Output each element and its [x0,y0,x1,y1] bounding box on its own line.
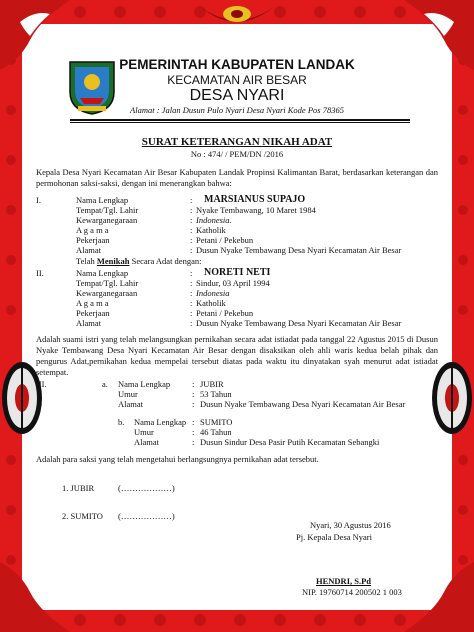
header-rule [70,122,410,123]
letter-page: PEMERINTAH KABUPATEN LANDAK KECAMATAN AIR BESAR DESA NYARI Alamat : Jalan Dusun Pulo Nyari Desa Nyari Kode Pos 78365 SURAT KETERANGAN NIKAH ADAT No : 474/ / PEM/DN /2016 Kepala Desa Nyari Kecamatan Air Besar Kabupaten Landak Propinsi Kalimantan Barat, berdasarkan keterangan dan permohonan saksi-saksi, dengan ini menerangkan bahwa: I. Nama Lengkap Tempat/Tgl. Lahir Kewarganegaraan A g a m a Pekerjaan Alamat : : : : : : MARSIANUS SUPAJO Nyake Tembawang, 10 Maret 1984 Indonesia. Katholik Petani / Pekebun Dusun Nyake Tembawang Desa Nyari Kecamatan Air Besar Telah Menikah Secara Adat dengan: II. Nama Lengkap Tempat/Tgl. Lahir Kewarganegaraan A g a m a Pekerjaan Alamat : : : : : : NORETI NETI Sindur, 03 April 1994 Indonesia Katholik Petani / Pekebun Dusun Nyake Tembawang Desa Nyari Kecamatan Air Besar Adalah suami istri yang telah melangsungkan pernikahan secara adat istiadat pada tanggal 22 Agustus 2015 di Dusun Nyake Tembawang Desa Nyari Kecamatan Air Besar dengan disaksikan oleh ahli waris kedua belah pihak dan pengurus Adat,pernikahan kedua mempelai tersebut diatas pada waktu itu dinyatakan syah menurut adat istiadat setempat. III. a. Nama Lengkap Umur Alamat : : : JUBIR 53 Tahun Dusun Nyake Tembawang Desa Nyari Kecamatan Air Besar b. Nama Lengkap Umur Alamat : : : SUMITO 46 Tahun Dusun Sindur Desa Pasir Putih Kecamatan Sebangki Adalah para saksi yang telah mengetahui berlangsungnya pernikahan adat tersebut. 1. JUBIR (………………) 2. SUMITO (………………) Nyari, 30 Agustus 2016 Pj. Kepala Desa Nyari HENDRI, S.Pd NIP. 19760714 200502 1 003 [0,0,474,632]
signature-line-1: 1. JUBIR [62,483,95,493]
field-label: Kewarganegaraan [76,288,138,298]
field-value: Dusun Sindur Desa Pasir Putih Kecamatan Sebangki [200,437,380,447]
section-number: I. [36,195,41,205]
section-number: II. [36,268,44,278]
header-government: PEMERINTAH KABUPATEN LANDAK [119,57,355,72]
field-value: 53 Tahun [200,389,232,399]
letter-number: No : 474/ / PEM/DN /2016 [190,149,284,159]
field-label: Tempat/Tgl. Lahir [76,278,139,288]
field-label: Umur [134,427,154,437]
field-value: 46 Tahun [200,427,232,437]
field-label: Pekerjaan [76,308,110,318]
signature-dots: (………………) [118,511,175,521]
field-label: Kewarganegaraan [76,215,138,225]
field-label: Tempat/Tgl. Lahir [76,205,139,215]
field-value: Indonesia [196,288,230,298]
field-value: Petani / Pekebun [196,235,254,245]
married-word: Menikah [96,256,130,266]
witness-paragraph: Adalah para saksi yang telah mengetahui berlangsungnya pernikahan adat tersebut. [36,454,319,464]
field-label: A g a m a [76,225,109,235]
field-value: JUBIR [200,379,224,389]
signatory-nip: NIP. 19760714 200502 1 003 [302,587,402,597]
field-label: Nama Lengkap [76,195,129,205]
field-label: Nama Lengkap [134,417,187,427]
header-village: DESA NYARI [189,87,285,104]
header-district: KECAMATAN AIR BESAR [167,73,307,87]
bride-name: NORETI NETI [204,267,271,278]
field-label: Alamat [118,399,144,409]
field-label: Alamat [76,245,102,255]
field-label: Nama Lengkap [76,268,129,278]
header-address: Alamat : Jalan Dusun Pulo Nyari Desa Nyari Kode Pos 78365 [130,105,344,115]
groom-name: MARSIANUS SUPAJO [204,194,306,205]
signature-line-2: 2. SUMITO [62,511,103,521]
field-value: Petani / Pekebun [196,308,254,318]
letter-title: SURAT KETERANGAN NIKAH ADAT [141,136,333,148]
field-value: SUMITO [200,417,233,427]
field-value: Indonesia. [196,215,232,225]
field-value: Katholik [196,225,226,235]
field-value: Dusun Nyake Tembawang Desa Nyari Kecamatan Air Besar [196,318,402,328]
field-value: Dusun Nyake Tembawang Desa Nyari Kecamatan Air Besar [196,245,402,255]
signature-dots: (………………) [118,483,175,493]
field-value: Katholik [196,298,226,308]
signatory-position: Pj. Kepala Desa Nyari [296,532,373,542]
field-label: Nama Lengkap [118,379,171,389]
field-label: A g a m a [76,298,109,308]
field-value: Dusun Nyake Tembawang Desa Nyari Kecamatan Air Besar [200,399,406,409]
witness-letter: a. [102,379,108,389]
intro-paragraph: Kepala Desa Nyari Kecamatan Air Besar Kabupaten Landak Propinsi Kalimantan Barat, berdasarkan keterangan dan permohonan saksi-saksi, dengan ini menerangkan bahwa: [36,167,438,188]
field-label: Umur [118,389,138,399]
field-value: Nyake Tembawang, 10 Maret 1984 [196,205,316,215]
field-label: Pekerjaan [76,235,110,245]
witness-letter: b. [118,417,125,427]
field-label: Alamat [76,318,102,328]
marriage-paragraph: Adalah suami istri yang telah melangsungkan pernikahan secara adat istiadat pada tanggal 22 Agustus 2015 di Dusun Nyake Tembawang Desa Nyari Kecamatan Air Besar dengan disaksikan oleh ahli waris kedua belah pihak dan pengurus Adat,pernikahan kedua mempelai tersebut diatas pada waktu itu dinyatakan syah menurut adat istiadat setempat. [36,334,438,377]
field-value: Sindur, 03 April 1994 [196,278,270,288]
section-number: III. [36,379,47,389]
field-label: Alamat [134,437,160,447]
married-statement: Telah Menikah Secara Adat dengan: [76,256,202,266]
header-rule [70,119,410,121]
signatory-name: HENDRI, S.Pd [316,576,372,586]
place-date: Nyari, 30 Agustus 2016 [310,520,391,530]
